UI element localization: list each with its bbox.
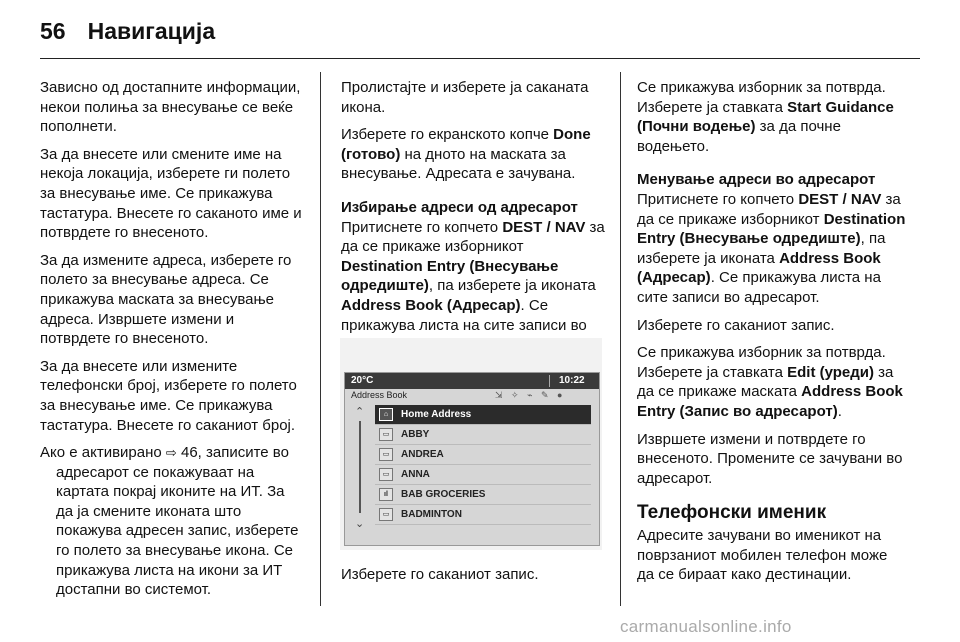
text: . Се прикажува листа на сите записи во [341, 296, 587, 334]
arrow-icon[interactable]: ⇨ [165, 445, 177, 461]
button-ref: DEST / NAV [798, 190, 882, 208]
list-item[interactable] [375, 405, 591, 425]
list-item-label: Home Address [401, 409, 472, 420]
scroll-track[interactable] [359, 421, 361, 513]
scroll-up-icon[interactable]: ⌃ [355, 406, 365, 418]
list-item[interactable] [375, 425, 591, 445]
text: Се прикажува изборник за потврда. Изберете ја ставката [637, 79, 886, 116]
column-1 [40, 78, 302, 608]
paragraph [637, 190, 907, 308]
icon-ref: Address Book (Адресар) [637, 249, 881, 287]
home-icon: ⌂ [379, 408, 393, 421]
text: , па изберете ја иконата [428, 277, 596, 295]
divider [549, 375, 550, 387]
paragraph: За да внесете или измените телефонски број, изберете го полето за внесување име. Се прикажува тастатура. Внесете го саканиот број. [40, 357, 297, 434]
text: за да се прикаже маската [637, 363, 894, 401]
text: , па изберете ја иконата [637, 230, 886, 267]
text: Се прикажува изборник за потврда. Изберете ја ставката [637, 344, 886, 381]
list-item-label: BADMINTON [401, 509, 462, 520]
paragraph [637, 78, 907, 156]
paragraph [341, 218, 606, 355]
page-header [40, 18, 215, 45]
contact-icon: ▭ [379, 468, 393, 481]
menu-ref: Destination Entry (Внесување одредиште) [637, 210, 906, 248]
paragraph: Изберете го саканиот запис. [637, 316, 835, 334]
menu-ref: Edit (уреди) [787, 363, 875, 381]
paragraph: За да измените адреса, изберете го полето за внесување адреса. Се прикажува маската за внесување адреса. Извршете измени и потврдете го внесеното. [40, 251, 292, 348]
caption: Изберете го саканиот запис. [341, 566, 539, 583]
scrollbar[interactable] [351, 405, 369, 535]
list-item[interactable] [375, 445, 591, 465]
clock: 10:22 [559, 375, 585, 386]
status-icons: ⇲ ✧ ⌁ ✎ ● [495, 390, 566, 400]
button-ref: Done (готово) [341, 126, 591, 163]
watermark: carmanualsonline.info [620, 617, 792, 636]
list-item[interactable] [375, 485, 591, 505]
text: Притиснете го копчето [341, 218, 503, 236]
text: на дното на маската за внесување. Адресата е зачувана. [341, 145, 576, 183]
menu-ref: Address Book Entry (Запис во адресарот) [637, 383, 903, 420]
column-3 [637, 78, 907, 593]
paragraph [40, 443, 302, 600]
header-rule [40, 58, 920, 59]
address-list [375, 405, 591, 525]
section-heading: Телефонски именик [637, 502, 827, 524]
column-divider-1 [320, 72, 321, 606]
list-item[interactable] [375, 505, 591, 525]
section-heading: Менување адреси во адресарот [637, 171, 876, 189]
paragraph: Адресите зачувани во именикот на поврзаниот мобилен телефон може да се бираат како дестинации. [637, 527, 888, 584]
paragraph [637, 343, 907, 421]
paragraph: За да внесете или смените име на некоја локација, изберете ги полето за внесување име. Се прикажува тастатура. Внесете го саканото име и потврдете го внесеното. [40, 145, 302, 242]
page-title: Навигација [87, 18, 216, 44]
paragraph: Извршете измени и потврдете го внесеното. Промените се зачувани во адресарот. [637, 430, 903, 487]
scroll-down-icon[interactable]: ⌄ [355, 518, 365, 530]
list-item-label: ANNA [401, 469, 430, 480]
contact-icon: ▭ [379, 508, 393, 521]
text: 46, записите во адресарот се покажуваат на картата покрај иконите на ИТ. За да ја смените иконата што покажува адресен запис, изберете го полето за внесување икона. Се прикажува листа на икони за ИТ достапни во системот. [56, 444, 299, 599]
menu-ref: Destination Entry (Внесување одредиште) [341, 257, 559, 295]
list-item-label: ANDREA [401, 449, 444, 460]
text: за да се прикаже изборникот [341, 218, 605, 256]
menu-ref: Start Guidance (Почни водење) [637, 98, 894, 136]
list-item-label: ABBY [401, 429, 430, 440]
status-bar [345, 373, 599, 389]
text: . [837, 402, 842, 420]
list-item[interactable] [375, 465, 591, 485]
list-item-label: BAB GROCERIES [401, 489, 486, 500]
contact-icon: ▭ [379, 448, 393, 461]
screenshot-caption-wrap [341, 565, 606, 593]
column-2 [341, 78, 606, 363]
paragraph: Пролистајте и изберете ја саканата икона. [341, 79, 589, 116]
page-number: 56 [40, 18, 66, 44]
section-heading: Избирање адреси од адресарот [341, 198, 578, 216]
button-ref: DEST / NAV [502, 218, 586, 236]
column-divider-2 [620, 72, 621, 606]
text: за да почне водењето. [637, 118, 841, 155]
text: за да се прикаже изборникот [637, 190, 901, 228]
text: Изберете го екранското копче [341, 126, 554, 144]
text: . Се прикажува листа на сите записи во адресарот. [637, 269, 881, 306]
paragraph [341, 125, 606, 184]
address-book-display [344, 372, 600, 546]
text: Притиснете го копчето [637, 190, 799, 208]
poi-icon: ıl [379, 488, 393, 501]
temperature: 20°C [351, 375, 374, 386]
text: Ако е активирано [40, 444, 166, 462]
icon-ref: Address Book (Адресар) [341, 296, 521, 314]
title-bar [345, 389, 599, 403]
screen-title: Address Book [351, 390, 408, 400]
contact-icon: ▭ [379, 428, 393, 441]
paragraph: Зависно од достапните информации, некои полиња за внесување се веќе пополнети. [40, 79, 301, 136]
display-screenshot [340, 338, 602, 550]
